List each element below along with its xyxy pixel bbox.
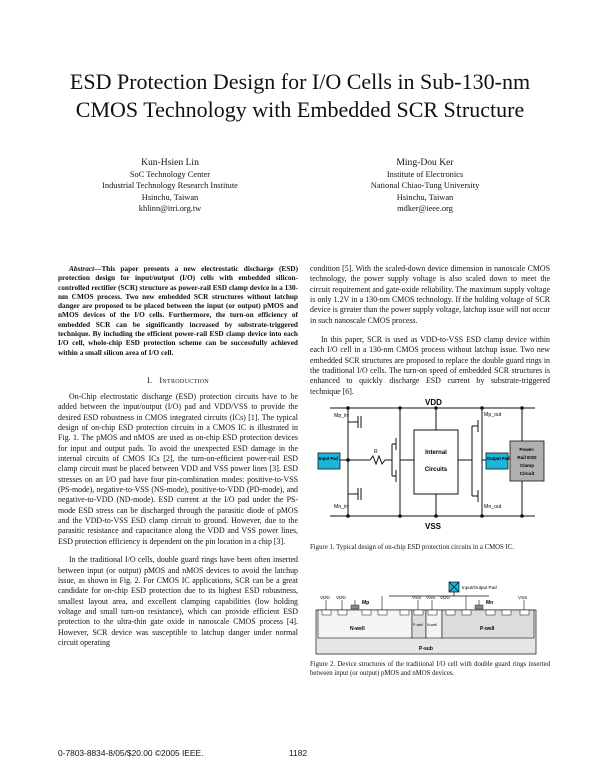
author-location: Hsinchu, Taiwan — [141, 192, 199, 202]
figure-1-caption: Figure 1. Typical design of on-chip ESD protection circuits in a CMOS IC. — [310, 544, 515, 551]
resistor-label: R — [374, 449, 378, 455]
p-sub-label: P-sub — [419, 646, 433, 652]
mp-out-label: Mp_out — [484, 412, 502, 418]
title-line-1: ESD Protection Design for I/O Cells in Sub-130-nm — [69, 69, 531, 94]
author-name: Ming-Dou Ker — [396, 157, 454, 168]
paragraph: On-Chip electrostatic discharge (ESD) protection circuits have to be added between the input/output (I/O) pad and VDD/VSS to provide the desired ESD robustness in CMOS integrated circuits (ICs) [1]. The typical design of on-chip ESD protection circuits in a CMOS IC is illustrated in Fig. 1. The pMOS and nMOS are used as on-chip ESD protection devices for input and output pads. To avoid the unexpected ESD damage in the internal circuits of CMOS ICs [2], the turn-on-efficient power-rail ESD clamp circuit must be placed between VDD and VSS power lines [3]. ESD stresses on an I/O pad have four pin-combination modes: positive-to-VSS (PS-mode), negative-to-VSS (NS-mode), positive-to-VDD (PD-mode), and negative-to-VDD (ND-mode). ESD current at the I/O pad under the PS-mode ESD stress can be discharged through the parasitic diode of pMOS and the VDD-to-VSS ESD clamp circuit to ground. However, due to the parasitic resistance and capacitance along the VDD and VSS power lines, ESD protection efficiency is dependent on the pin location in a chip [3]. — [58, 392, 298, 546]
terminal-label: VSS — [412, 595, 422, 600]
section-heading — [58, 376, 298, 385]
mp-in-label: Mp_in — [334, 413, 349, 419]
author-email: mdker@ieee.org — [397, 203, 453, 213]
terminal-label: VDD — [336, 595, 346, 600]
circuits-label: Circuits — [424, 467, 448, 473]
clamp-label: Clamp — [519, 463, 535, 468]
io-pad-label: Input/Output Pad — [462, 585, 497, 590]
right-column-body — [310, 264, 550, 397]
author-block-1 — [55, 157, 285, 214]
mn-in-label: Mn_in — [334, 504, 349, 510]
mp-label: Mp — [362, 600, 370, 606]
output-pad-label: Output Pad — [487, 456, 510, 461]
paragraph: In the traditional I/O cells, double guard rings have been often inserted between input (or output) pMOS and nMOS devices to avoid the latchup issue, as shown in Fig. 2. For CMOS IC applications, SCR can be a great candidate for on-chip ESD protection due to its highest ESD robustness, smallest layout area, and excellent clamping capabilities (low holding voltage and small turn-on resistance), which can provide efficient ESD protection to the ultra-thin gate oxide in nanoscale CMOS process [4]. However, SCR device was susceptible to latchup danger under normal circuit operating — [58, 555, 298, 647]
p-well-mid-label: P-well — [413, 623, 423, 627]
p-well-label: P-well — [480, 626, 495, 632]
author-name: Kun-Hsien Lin — [141, 157, 199, 168]
page-number: 1182 — [289, 748, 308, 758]
left-column-body — [58, 392, 298, 648]
author-location: Hsinchu, Taiwan — [396, 192, 454, 202]
paragraph: In this paper, SCR is used as VDD-to-VSS ESD clamp device within each I/O cell in a 130-nm CMOS process without latchup issue. Two new embedded SCR structures are proposed to replace the double guard rings in the traditional I/O cells. The turn-on speed of embedded SCR structures is enhanced to quickly discharge ESD current by substrate-triggered technique [6]. — [310, 335, 550, 396]
author-affiliation: SoC Technology Center — [129, 170, 211, 180]
mn-out-label: Mn_out — [484, 504, 502, 510]
author-email: khlinn@itri.org.tw — [138, 203, 202, 213]
author-block-2 — [310, 157, 540, 214]
author-affiliation: Industrial Technology Research Institute — [102, 181, 238, 191]
figure-2-caption: Figure 2. Device structures of the traditional I/O cell with double guard rings inserted between input (or output) pMOS and nMOS devices. — [310, 661, 550, 677]
title-line-2: CMOS Technology with Embedded SCR Structure — [75, 97, 525, 122]
terminal-label: VSS — [426, 595, 436, 600]
clamp-label: Power- — [519, 447, 535, 452]
abstract — [58, 264, 298, 357]
author-affiliation: Institute of Electronics — [386, 170, 464, 180]
author-affiliation: National Chiao-Tung University — [370, 181, 480, 191]
input-pad-label: Input Pad — [319, 456, 339, 461]
terminal-label: VDD — [320, 595, 330, 600]
paragraph: condition [5]. With the scaled-down device dimension in nanoscale CMOS technology, the power supply voltage is also scaled down to meet the circuit requirement and gate-oxide reliability. The maximum supply voltage is only 1.2V in a 130-nm CMOS technology. If the holding voltage of SCR device is greater than the power supply voltage, latchup issue will not occur in such nanoscale CMOS process. — [310, 264, 550, 325]
n-well-mid-label: N-well — [427, 623, 437, 627]
section-title: Introduction — [159, 376, 210, 385]
n-well-label: N-well — [350, 626, 365, 632]
clamp-label: Rail ESD — [517, 455, 537, 460]
clamp-label: Circuit — [519, 471, 535, 476]
vss-label: VSS — [425, 522, 442, 531]
internal-label: Internal — [425, 450, 447, 456]
figure-2-cross-section — [314, 578, 544, 658]
vdd-label: VDD — [425, 398, 442, 407]
section-number: I. — [146, 376, 153, 385]
abstract-text: —This paper presents a new electrostatic discharge (ESD) protection design for input/output (I/O) cells with embedded silicon-controlled rectifier (SCR) structure as power-rail ESD clamp device in a 130-nm CMOS process. Two new embedded SCR structures without latchup danger are proposed to be placed between the input (or output) pMOS and nMOS devices of the I/O cells. Furthermore, the turn-on efficiency of embedded SCR can be significantly increased by substrate-triggered technique. By including the efficient power-rail ESD clamp device into each I/O cell, whole-chip ESD protection scheme can be successfully achieved within a small silicon area of I/O cell. — [58, 264, 298, 357]
abstract-label: Abstract — [69, 264, 95, 273]
footer-copyright: 0-7803-8834-8/05/$20.00 ©2005 IEEE. — [58, 748, 204, 758]
paper-title — [20, 68, 580, 124]
figure-1-circuit — [310, 396, 550, 536]
mn-label: Mn — [486, 600, 494, 606]
terminal-label: VSS — [518, 595, 528, 600]
terminal-label: VDD — [440, 595, 450, 600]
